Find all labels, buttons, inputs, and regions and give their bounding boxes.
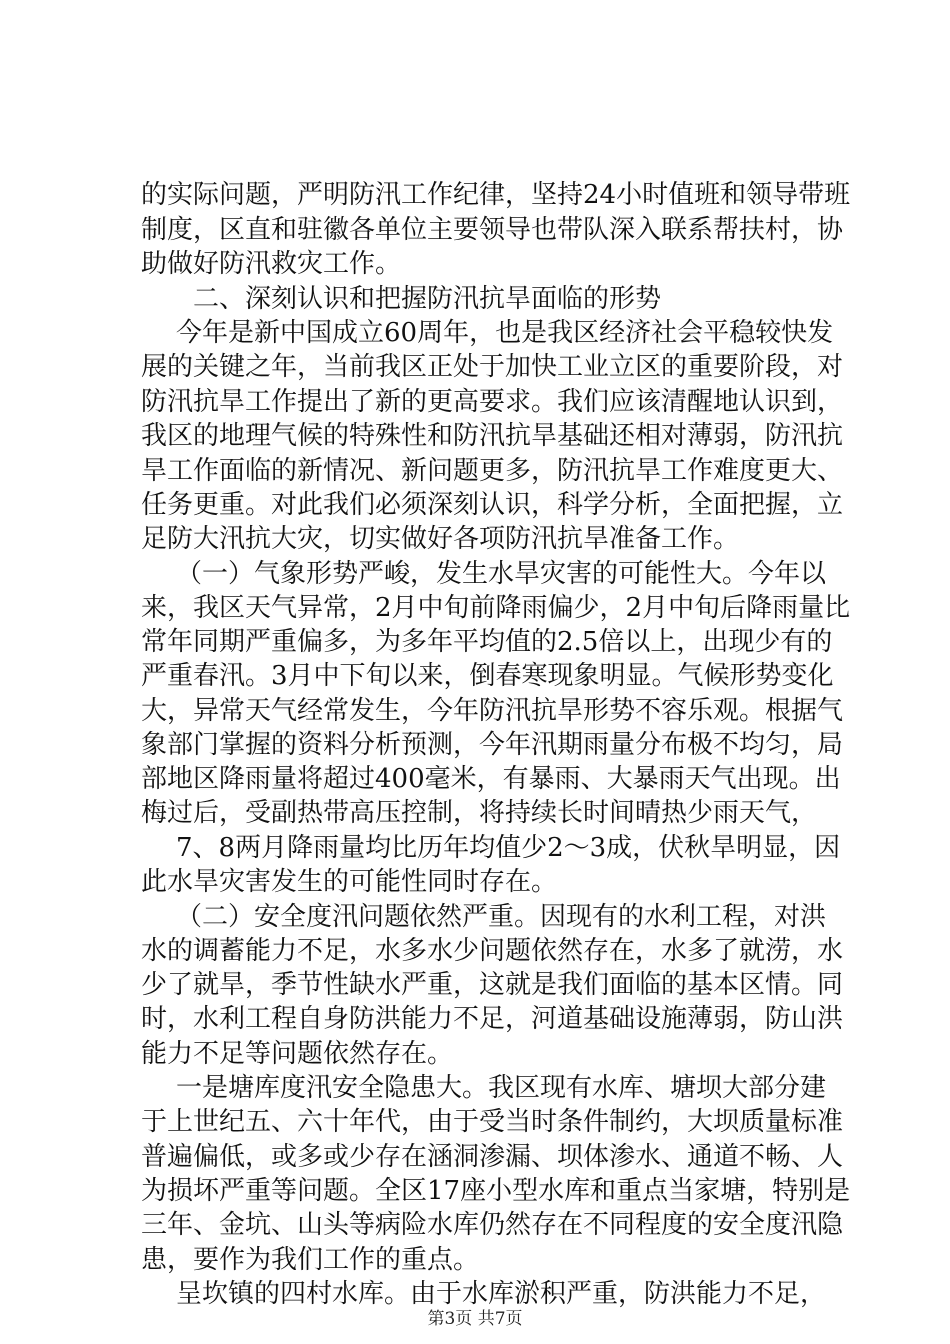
body-text-line: 展的关键之年，当前我区正处于加快工业立区的重要阶段，对 — [141, 352, 844, 382]
body-text-line: 部地区降雨量将超过400毫米，有暴雨、大暴雨天气出现。出 — [141, 764, 841, 794]
body-text-line: 7、8两月降雨量均比历年均值少2～3成，伏秋旱明显，因 — [176, 833, 841, 863]
body-text-line: 此水旱灾害发生的可能性同时存在。 — [141, 867, 558, 897]
body-text-line: 患，要作为我们工作的重点。 — [141, 1245, 480, 1275]
body-text-line: 严重春汛。3月中下旬以来，倒春寒现象明显。气候形势变化 — [141, 661, 834, 691]
body-text-line: 今年是新中国成立60周年，也是我区经济社会平稳较快发 — [176, 318, 834, 348]
body-text-line: 任务更重。对此我们必须深刻认识，科学分析，全面把握，立 — [141, 490, 844, 520]
body-text-line: 常年同期严重偏多，为多年平均值的2.5倍以上，出现少有的 — [141, 627, 833, 657]
body-text-line: （二）安全度汛问题依然严重。因现有的水利工程，对洪 — [176, 902, 827, 932]
body-text-line: 我区的地理气候的特殊性和防汛抗旱基础还相对薄弱，防汛抗 — [141, 421, 844, 451]
body-text-line: 于上世纪五、六十年代，由于受当时条件制约，大坝质量标准 — [141, 1107, 844, 1137]
body-text-line: 普遍偏低，或多或少存在涵洞渗漏、坝体渗水、通道不畅、人 — [141, 1142, 844, 1172]
body-text-line: 象部门掌握的资料分析预测，今年汛期雨量分布极不均匀，局 — [141, 730, 844, 760]
body-text-line: 能力不足等问题依然存在。 — [141, 1039, 454, 1069]
body-text-line: 呈坎镇的四村水库。由于水库淤积严重，防洪能力不足， — [176, 1279, 827, 1309]
body-text-line: 大，异常天气经常发生，今年防汛抗旱形势不容乐观。根据气 — [141, 696, 844, 726]
body-text-line: 旱工作面临的新情况、新问题更多，防汛抗旱工作难度更大、 — [141, 456, 844, 486]
body-text-line: 助做好防汛救灾工作。 — [141, 249, 402, 279]
body-text-line: 少了就旱，季节性缺水严重，这就是我们面临的基本区情。同 — [141, 970, 844, 1000]
body-text-line: 一是塘库度汛安全隐患大。我区现有水库、塘坝大部分建 — [176, 1073, 827, 1103]
body-text-line: 为损坏严重等问题。全区17座小型水库和重点当家塘，特别是 — [141, 1176, 851, 1206]
body-text-line: （一）气象形势严峻，发生水旱灾害的可能性大。今年以 — [176, 559, 827, 589]
body-text-line: 制度，区直和驻徽各单位主要领导也带队深入联系帮扶村，协 — [141, 215, 844, 245]
body-text-line: 足防大汛抗大灾，切实做好各项防汛抗旱准备工作。 — [141, 524, 740, 554]
body-text-line: 梅过后，受副热带高压控制，将持续长时间晴热少雨天气， — [141, 798, 818, 828]
body-text-line: 的实际问题，严明防汛工作纪律，坚持24小时值班和领导带班 — [141, 180, 851, 210]
page-footer: 第3页 共7页 — [427, 1309, 523, 1329]
body-text-line: 防汛抗旱工作提出了新的更高要求。我们应该清醒地认识到， — [141, 387, 844, 417]
body-text-line: 三年、金坑、山头等病险水库仍然存在不同程度的安全度汛隐 — [141, 1210, 844, 1240]
section-heading: 二、深刻认识和把握防汛抗旱面临的形势 — [193, 284, 662, 314]
body-text-line: 来，我区天气异常，2月中旬前降雨偏少，2月中旬后降雨量比 — [141, 593, 851, 623]
body-text-line: 时，水利工程自身防洪能力不足，河道基础设施薄弱，防山洪 — [141, 1004, 844, 1034]
body-text-line: 水的调蓄能力不足，水多水少问题依然存在，水多了就涝，水 — [141, 936, 844, 966]
